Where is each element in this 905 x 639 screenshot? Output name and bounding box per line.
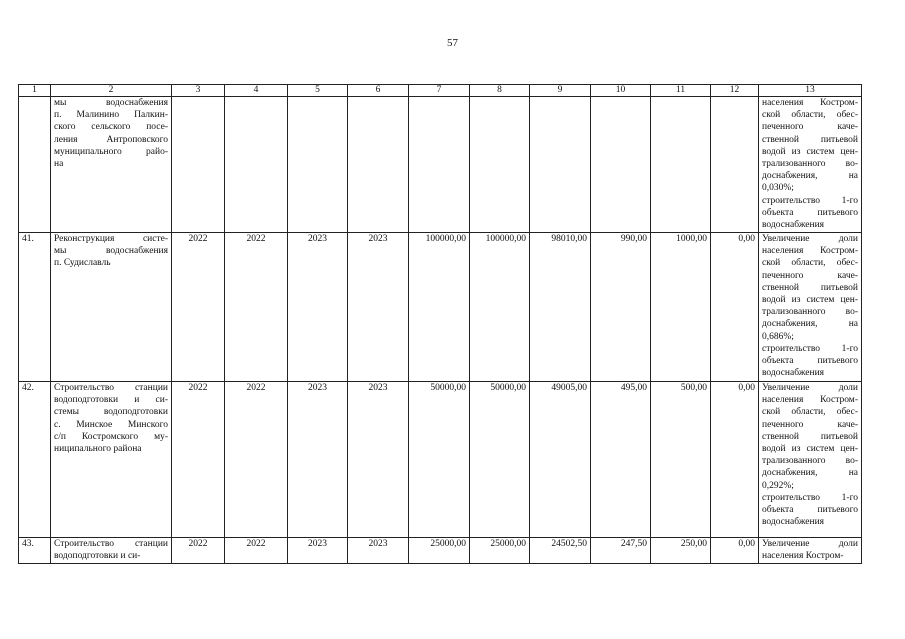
column-number: 6 [348,85,409,97]
measure-name-line: Строительство станции [54,383,168,393]
column-number: 11 [651,85,711,97]
measure-name-line: муниципального райо- [54,146,168,157]
measure-name-line: с. Минское Минского [54,419,168,430]
year-cell: 2022 [172,382,225,538]
column-number-row [19,85,862,97]
expected-result-line: Увеличение доли [762,539,858,549]
row-number: 43. [19,538,51,564]
expected-result [759,538,862,564]
expected-result-line: объекта питьевого [762,356,858,367]
amount-cell: 24502,50 [530,538,591,564]
amount-cell: 50000,00 [470,382,530,538]
expected-result-line: водой из систем цен- [762,295,858,306]
expected-result-line: печенного каче- [762,122,858,133]
measure-name [51,97,172,233]
measure-name-line: водоподготовки и си- [54,395,168,406]
expected-result-line: Увеличение доли [762,234,858,244]
table-row [19,97,862,233]
expected-result [759,233,862,382]
measure-name-line: ниципального района [54,444,142,455]
column-number: 4 [225,85,288,97]
amount-cell [530,97,591,233]
year-cell: 2023 [288,538,348,564]
amount-cell: 247,50 [591,538,651,564]
amount-cell: 990,00 [591,233,651,382]
expected-result-line: 0,292%; [762,480,794,491]
expected-result-line: ской области, обес- [762,258,858,269]
amount-cell: 50000,00 [409,382,470,538]
year-cell: 2022 [172,538,225,564]
measure-name-line: стемы водоподготовки [54,407,168,418]
expected-result-line: трализованного во- [762,159,858,170]
year-cell [288,97,348,233]
amount-cell [591,97,651,233]
amount-cell [711,97,759,233]
measure-name-line: мы водоснабжения [54,98,168,108]
expected-result-line: 0,030%; [762,183,794,194]
expected-result-line: водоснабжения [762,517,825,528]
expected-result-line: трализованного во- [762,456,858,467]
expected-result-line: населения Костром- [762,395,858,406]
year-cell [348,97,409,233]
expected-result-line: ской области, обес- [762,110,858,121]
column-number: 8 [470,85,530,97]
expected-result-line: доснабжения, на [762,319,858,330]
row-number: 41. [19,233,51,382]
expected-result-line: объекта питьевого [762,207,858,218]
expected-result-line: Увеличение доли [762,383,858,393]
year-cell [225,97,288,233]
expected-result [759,97,862,233]
expected-result-line: строительство 1-го [762,195,858,206]
amount-cell: 100000,00 [409,233,470,382]
amount-cell [409,97,470,233]
amount-cell: 49005,00 [530,382,591,538]
amount-cell [470,97,530,233]
expected-result-line: объекта питьевого [762,505,858,516]
measure-name-line: водоподготовки и си- [54,551,141,562]
amount-cell: 250,00 [651,538,711,564]
amount-cell: 25000,00 [409,538,470,564]
column-number: 10 [591,85,651,97]
expected-result-line: населения Костром- [762,246,858,257]
column-number: 1 [19,85,51,97]
year-cell: 2022 [225,382,288,538]
row-number [19,97,51,233]
year-cell: 2022 [225,233,288,382]
table-row [19,382,862,538]
amount-cell [651,97,711,233]
expected-result-line: ственной питьевой [762,282,858,293]
amount-cell: 1000,00 [651,233,711,382]
column-number: 5 [288,85,348,97]
table-row [19,538,862,564]
expected-result-line: населения Костром- [762,98,858,108]
expected-result-line: 0,686%; [762,331,794,342]
amount-cell: 500,00 [651,382,711,538]
expected-result-line: ственной питьевой [762,134,858,145]
amount-cell: 25000,00 [470,538,530,564]
expected-result-line: доснабжения, на [762,468,858,479]
year-cell: 2023 [288,233,348,382]
column-number: 3 [172,85,225,97]
amount-cell: 100000,00 [470,233,530,382]
expected-result-line: водоснабжения [762,220,825,231]
amount-cell: 495,00 [591,382,651,538]
amount-cell: 0,00 [711,538,759,564]
year-cell: 2023 [348,382,409,538]
year-cell: 2022 [225,538,288,564]
expected-result-line: печенного каче- [762,419,858,430]
measure-name-line: мы водоснабжения [54,246,168,257]
column-number: 9 [530,85,591,97]
column-number: 2 [51,85,172,97]
page-number: 57 [447,37,458,49]
measure-name-line: Строительство станции [54,539,168,549]
expected-result-line: ской области, обес- [762,407,858,418]
amount-cell: 0,00 [711,233,759,382]
amount-cell: 0,00 [711,382,759,538]
measure-name [51,382,172,538]
column-number: 12 [711,85,759,97]
measure-name-line: ского сельского посе- [54,122,168,133]
expected-result [759,382,862,538]
column-number: 7 [409,85,470,97]
expected-result-line: водоснабжения [762,368,825,379]
year-cell: 2023 [348,233,409,382]
measure-name-line: на [54,159,64,170]
year-cell: 2023 [348,538,409,564]
measure-name [51,538,172,564]
expected-result-line: водой из систем цен- [762,146,858,157]
column-number: 13 [759,85,862,97]
expected-result-line: водой из систем цен- [762,444,858,455]
amount-cell: 98010,00 [530,233,591,382]
expected-result-line: ственной питьевой [762,431,858,442]
year-cell: 2023 [288,382,348,538]
measure-name-line: п. Малинино Палкин- [54,110,168,121]
program-table [18,84,862,564]
table-row [19,233,862,382]
expected-result-line: трализованного во- [762,307,858,318]
row-number: 42. [19,382,51,538]
measure-name-line: с/п Костромского му- [54,431,168,442]
measure-name-line: п. Судиславль [54,258,111,269]
expected-result-line: печенного каче- [762,270,858,281]
measure-name-line: Реконструкция систе- [54,234,168,244]
expected-result-line: строительство 1-го [762,343,858,354]
expected-result-line: доснабжения, на [762,171,858,182]
year-cell [172,97,225,233]
measure-name-line: ления Антроповского [54,134,168,145]
expected-result-line: строительство 1-го [762,492,858,503]
expected-result-line: населения Костром- [762,551,844,562]
year-cell: 2022 [172,233,225,382]
measure-name [51,233,172,382]
